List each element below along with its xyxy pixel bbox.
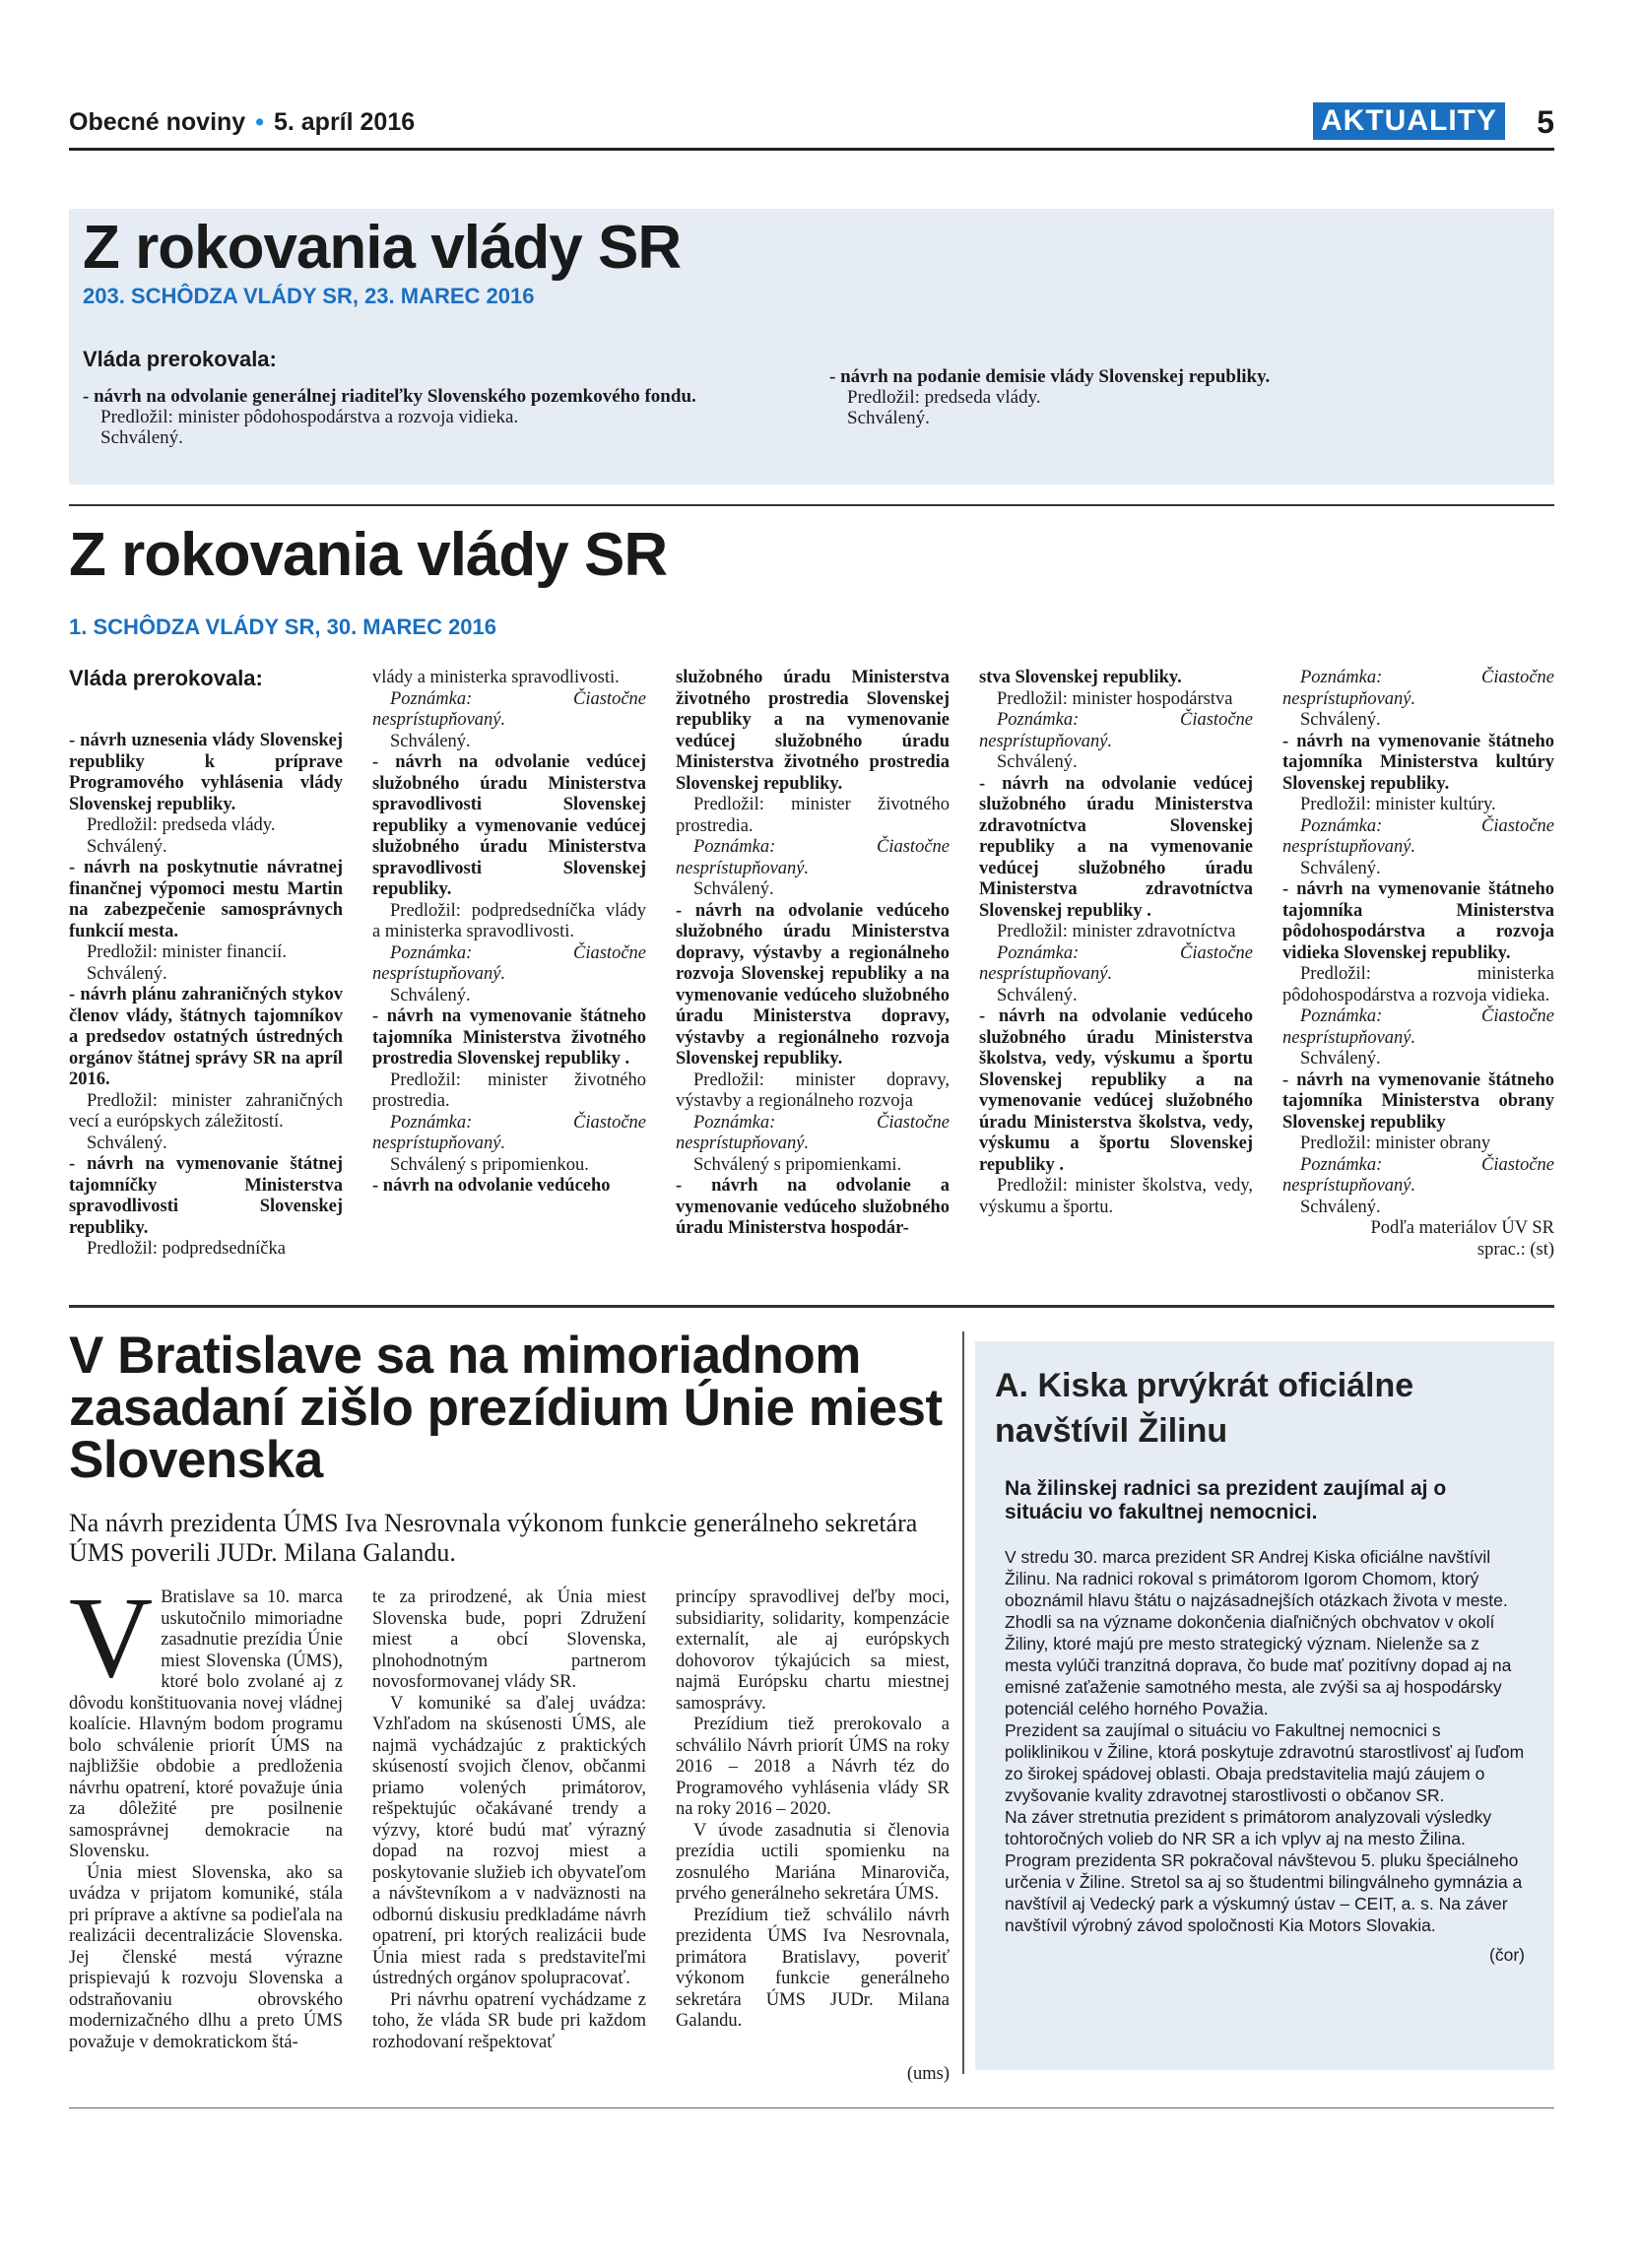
agenda-line: - návrh uznesenia vlády Slovenskej republiky k príprave Programového vyhlásenia vlády Slovenskej republiky. <box>69 731 343 814</box>
article-paragraph: Prezídium tiež schválilo návrh prezidenta ÚMS Iva Nesrovnala, primátora Bratislavy, poveriť výkonom funkcie generálneho sekretára ÚMS JUDr. Milana Galandu. <box>676 1905 950 2031</box>
column-1 <box>69 731 343 1261</box>
paper-name: Obecné noviny <box>69 108 246 136</box>
agenda-line: Predložil: predseda vlády. <box>87 815 276 835</box>
article-paragraph: Bratislave sa 10. marca uskutočnilo mimoriadne zasadnutie prezídia Únie miest Slovenska (ÚMS), ktoré bolo zvolané aj z dôvodu konštituovania novej vládnej koalície. Hlavným bodom programu bolo schválenie priorít ÚMS na najbližšie obdobie a predloženia návrhu opatrení, ktoré považuje únia za dôležité pre posilnenie samosprávnej demokracie na Slovensku. <box>69 1588 343 1861</box>
agenda-line: Predložil: minister zdravotníctva <box>997 922 1236 941</box>
divider <box>69 1305 1554 1308</box>
article-paragraph: V komuniké sa ďalej uvádza: Vzhľadom na skúsenosti ÚMS, ale najmä vychádzajúc z praktických skúseností svojich členov, občanmi priamo volených primátorov, rešpektujúc očakávané trendy a výzvy, ktoré budú mať výrazný dopad na rozvoj miest a poskytovanie služieb ich obyvateľom a návštevníkom a v nadväznosti na odbornú diskusiu predkladáme návrh opatrení, pri ktorých realizácii bude Únia miest rada s predstaviteľmi ústredných orgánov spolupracovať. <box>372 1693 646 1988</box>
item-text: - návrh na odvolanie generálnej riaditeľky Slovenského pozemkového fondu. <box>83 386 696 407</box>
item-submitter: Predložil: minister pôdohospodárstva a rozvoja vidieka. <box>100 407 519 427</box>
agenda-line: Predložil: minister obrany <box>1300 1134 1491 1153</box>
article-paragraph: V úvode zasadnutia si členovia prezídia uctili spomienku na zosnulého Mariána Minaroviča, prvého generálneho sekretára ÚMS. <box>676 1820 950 1904</box>
agenda-line: Predložil: minister životného prostredia. <box>676 795 950 836</box>
agenda-line: stva Slovenskej republiky. <box>979 668 1182 687</box>
item-status: Schválený. <box>847 408 930 428</box>
article-paragraph: Program prezidenta SR pokračoval návštevou 5. pluku špeciálneho určenia v Žiline. Stretol sa aj so študentmi bilingválneho gymnázia a navštívil aj Vedecký park a výskumný ústav – CEIT, a. s. Na záver navštívil výrobný závod spoločnosti Kia Motors Slovakia. <box>1005 1850 1523 1935</box>
section-title: Z rokovania vlády SR <box>69 521 668 589</box>
page-header <box>69 102 1554 151</box>
agenda-line: Schválený s pripomienkou. <box>390 1154 589 1175</box>
column-2 <box>372 668 646 1198</box>
divider <box>69 504 1554 506</box>
agenda-line: Predložil: minister hospodárstva <box>997 688 1233 709</box>
section-subtitle: 1. SCHÔDZA VLÁDY SR, 30. MAREC 2016 <box>69 615 497 639</box>
agenda-line: - návrh na vymenovanie štátneho tajomníka Ministerstva životného prostredia Slovenskej republiky . <box>372 1006 646 1069</box>
agenda-line: Poznámka: Čiastočne nesprístupňovaný. <box>1282 815 1554 857</box>
column-3 <box>676 668 950 1240</box>
item-status: Schválený. <box>100 427 183 448</box>
agenda-line: Poznámka: Čiastočne nesprístupňovaný. <box>979 710 1253 751</box>
article-subtitle: Na návrh prezidenta ÚMS Iva Nesrovnala výkonom funkcie generálneho sekretára ÚMS poverili JUDr. Milana Galandu. <box>69 1509 918 1567</box>
agenda-line: Poznámka: Čiastočne nesprístupňovaný. <box>372 942 646 984</box>
agenda-line: - návrh na odvolanie vedúcej služobného úradu Ministerstva zdravotníctva Slovenskej republiky a na vymenovanie vedúcej služobného úradu Ministerstva zdravotníctva Slovenskej republiky . <box>979 773 1253 921</box>
agenda-line: Predložil: podpredsedníčka vlády a ministerka spravodlivosti. <box>372 900 646 941</box>
column-5 <box>1282 668 1554 1261</box>
agenda-line: Poznámka: Čiastočne nesprístupňovaný. <box>676 1112 950 1153</box>
sidebar-body <box>1005 1546 1525 1966</box>
agenda-line: Poznámka: Čiastočne nesprístupňovaný. <box>372 1112 646 1153</box>
agenda-line: - návrh na vymenovanie štátneho tajomníka Ministerstva pôdohospodárstva a rozvoja vidieka Slovenskej republiky. <box>1282 879 1554 963</box>
agenda-line: Poznámka: Čiastočne nesprístupňovaný. <box>1282 1154 1554 1196</box>
masthead <box>69 108 415 137</box>
column-4 <box>979 668 1253 1218</box>
article-paragraph: V stredu 30. marca prezident SR Andrej Kiska oficiálne navštívil Žilinu. Na radnici rokoval s primátorom Igorom Chomom, ktorý oboznámil hlavu štátu o najzásadnejších otázkach života v meste. Zhodli sa na význame dokončenia diaľničných obchvatov v okolí Žiliny, ktoré majú pre mesto strategický význam. Nielenže sa z mesta vylúči tranzitná doprava, čo bude mať pozitívny dopad aj na emisné zaťaženie samotného mesta, ale zvýši sa aj hospodársky potenciál celého horného Považia. <box>1005 1547 1512 1718</box>
sidebar-title: A. Kiska prvýkrát oficiálne navštívil Žilinu <box>995 1367 1414 1450</box>
agenda-line: Schválený. <box>1300 858 1381 878</box>
agenda-line: sprac.: (st) <box>1476 1239 1554 1260</box>
box-lead: Vláda prerokovala: <box>83 347 277 371</box>
box-subtitle: 203. SCHÔDZA VLÁDY SR, 23. MAREC 2016 <box>83 284 535 308</box>
agenda-line: Predložil: minister zahraničných vecí a európskych záležitostí. <box>69 1090 343 1132</box>
agenda-line: Predložil: minister financií. <box>87 942 287 962</box>
section-label: AKTUALITY <box>1313 102 1505 140</box>
agenda-line: Podľa materiálov ÚV SR <box>1370 1218 1554 1238</box>
article-paragraph: Na záver stretnutia prezident s primátorom analyzovali výsledky tohtoročných volieb do NR SR a ich vplyv aj na mesto Žilina. <box>1005 1807 1492 1848</box>
agenda-line: Poznámka: Čiastočne nesprístupňovaný. <box>1282 1006 1554 1048</box>
article-column-3 <box>676 1588 950 2033</box>
article-signature: (ums) <box>906 2064 950 2084</box>
sidebar-signature: (čor) <box>1489 1945 1525 1965</box>
agenda-line: Predložil: minister životného prostredia. <box>372 1069 646 1111</box>
agenda-line: Predložil: podpredsedníčka <box>87 1239 286 1259</box>
agenda-line: - návrh na vymenovanie štátneho tajomníka Ministerstva kultúry Slovenskej republiky. <box>1282 731 1554 794</box>
box-item-right <box>829 366 1519 428</box>
agenda-line: Schválený. <box>1300 1049 1381 1069</box>
agenda-line: Schválený. <box>997 985 1078 1005</box>
issue-date: 5. apríl 2016 <box>273 108 416 136</box>
agenda-line: Schválený. <box>1300 1197 1381 1217</box>
agenda-line: Schválený. <box>693 879 774 899</box>
item-text: - návrh na podanie demisie vlády Slovenskej republiky. <box>829 366 1271 387</box>
item-submitter: Predložil: predseda vlády. <box>847 387 1041 408</box>
agenda-line: - návrh na odvolanie a vymenovanie vedúceho služobného úradu Ministerstva hospodár- <box>676 1176 950 1238</box>
drop-cap: V <box>69 1573 154 1702</box>
sidebar-lead: Na žilinskej radnici sa prezident zaujímal aj o situáciu vo fakultnej nemocnici. <box>1005 1477 1447 1523</box>
agenda-line: Schválený. <box>87 963 167 984</box>
agenda-line: - návrh na odvolanie vedúceho služobného úradu Ministerstva školstva, vedy, výskumu a športu Slovenskej republiky a na vymenovanie vedúcej služobného úradu Ministerstva školstva, vedy, výskumu a športu Slovenskej republiky . <box>979 1006 1253 1175</box>
article-paragraph: te za prirodzené, ak Únia miest Slovenska bude, popri Združení miest a obcí Slovenska, plnohodnotným partnerom novosformovanej vlády SR. <box>372 1588 646 1692</box>
agenda-line: - návrh na odvolanie vedúceho služobného úradu Ministerstva dopravy, výstavby a regionálneho rozvoja Slovenskej republiky a na vymenovanie vedúceho služobného úradu Ministerstva dopravy, výstavby a regionálneho rozvoja Slovenskej republiky. <box>676 900 950 1069</box>
agenda-line: - návrh na odvolanie vedúceho <box>372 1176 611 1196</box>
agenda-line: Schválený. <box>87 1133 167 1153</box>
article-paragraph: princípy spravodlivej deľby moci, subsidiarity, solidarity, kompenzácie externalít, ale aj európskych dohovorov týkajúcich sa miest, najmä Európsku chartu miestnej samosprávy. <box>676 1588 950 1714</box>
agenda-line: Schválený. <box>390 731 471 751</box>
agenda-line: Schválený. <box>87 836 167 857</box>
box-item-left <box>83 386 831 448</box>
article-paragraph: Únia miest Slovenska, ako sa uvádza v prijatom komuniké, stála pri príprave a aktívne sa podieľala na realizácii decentralizácie Slovenska. Jej členské mestá výrazne prispievajú k rozvoju Slovenska a odstraňovaniu obrovského modernizačného dlhu a preto ÚMS považuje v demokratickom štá- <box>69 1862 343 2052</box>
page-number: 5 <box>1537 104 1554 140</box>
agenda-line: Schválený. <box>1300 710 1381 730</box>
agenda-line: - návrh na vymenovanie štátneho tajomníka Ministerstva obrany Slovenskej republiky <box>1282 1069 1554 1133</box>
agenda-line: Schválený s pripomienkami. <box>693 1154 902 1175</box>
article-column-1 <box>69 1573 343 2053</box>
agenda-line: - návrh plánu zahraničných stykov členov vlády, štátnych tajomníkov a predsedov ostatných ústredných orgánov štátnej správy SR na apríl 2016. <box>69 985 343 1089</box>
box-title: Z rokovania vlády SR <box>83 214 682 282</box>
article-paragraph: Pri návrhu opatrení vychádzame z toho, že vláda SR bude pri každom rozhodovaní rešpektovať <box>372 1989 646 2052</box>
agenda-line: - návrh na odvolanie vedúcej služobného úradu Ministerstva spravodlivosti Slovenskej republiky a vymenovanie vedúcej služobného úradu Ministerstva spravodlivosti Slovenskej republiky. <box>372 752 646 899</box>
agenda-line: Schválený. <box>390 985 471 1005</box>
section-lead: Vláda prerokovala: <box>69 666 263 690</box>
column-divider <box>962 1331 964 2074</box>
agenda-line: Poznámka: Čiastočne nesprístupňovaný. <box>979 942 1253 984</box>
agenda-line: Schválený. <box>997 752 1078 772</box>
agenda-line: služobného úradu Ministerstva životného prostredia Slovenskej republiky a na vymenovanie vedúcej služobného úradu Ministerstva životného prostredia Slovenskej republiky. <box>676 668 950 794</box>
agenda-line: Predložil: minister školstva, vedy, výskumu a športu. <box>979 1176 1253 1217</box>
agenda-line: Predložil: minister kultúry. <box>1300 795 1496 814</box>
agenda-line: vlády a ministerka spravodlivosti. <box>372 668 620 687</box>
sidebar-box <box>975 1341 1554 2070</box>
agenda-line: Predložil: minister dopravy, výstavby a regionálneho rozvoja <box>676 1069 950 1111</box>
bottom-rule <box>69 2107 1554 2108</box>
agenda-line: Predložil: ministerka pôdohospodárstva a rozvoja vidieka. <box>1282 964 1554 1005</box>
article-column-2 <box>372 1588 646 2053</box>
article-paragraph: Prezident sa zaujímal o situáciu vo Fakultnej nemocnici s poliklinikou v Žiline, ktorá poskytuje zdravotnú starostlivosť aj ľuďom zo širokej spádovej oblasti. Obaja predstavitelia majú záujem o zvyšovanie kvality zdravotnej starostlivosti o občanov SR. <box>1005 1720 1525 1805</box>
agenda-line: - návrh na vymenovanie štátnej tajomníčky Ministerstva spravodlivosti Slovenskej republiky. <box>69 1154 343 1238</box>
agenda-line: Poznámka: Čiastočne nesprístupňovaný. <box>1282 668 1554 709</box>
agenda-line: Poznámka: Čiastočne nesprístupňovaný. <box>676 837 950 878</box>
session-203-box <box>69 209 1554 485</box>
article-title: V Bratislave sa na mimoriadnom zasadaní zišlo prezídium Únie miest Slovenska <box>69 1327 943 1489</box>
agenda-line: Poznámka: Čiastočne nesprístupňovaný. <box>372 688 646 730</box>
agenda-line: - návrh na poskytnutie návratnej finančnej výpomoci mestu Martin na zabezpečenie samosprávnych funkcií mesta. <box>69 858 343 941</box>
article-paragraph: Prezídium tiež prerokovalo a schválilo Návrh priorít ÚMS na roky 2016 – 2018 a Návrh téz do Programového vyhlásenia vlády SR na roky 2016 – 2020. <box>676 1715 950 1819</box>
separator-dot: • <box>255 108 264 136</box>
